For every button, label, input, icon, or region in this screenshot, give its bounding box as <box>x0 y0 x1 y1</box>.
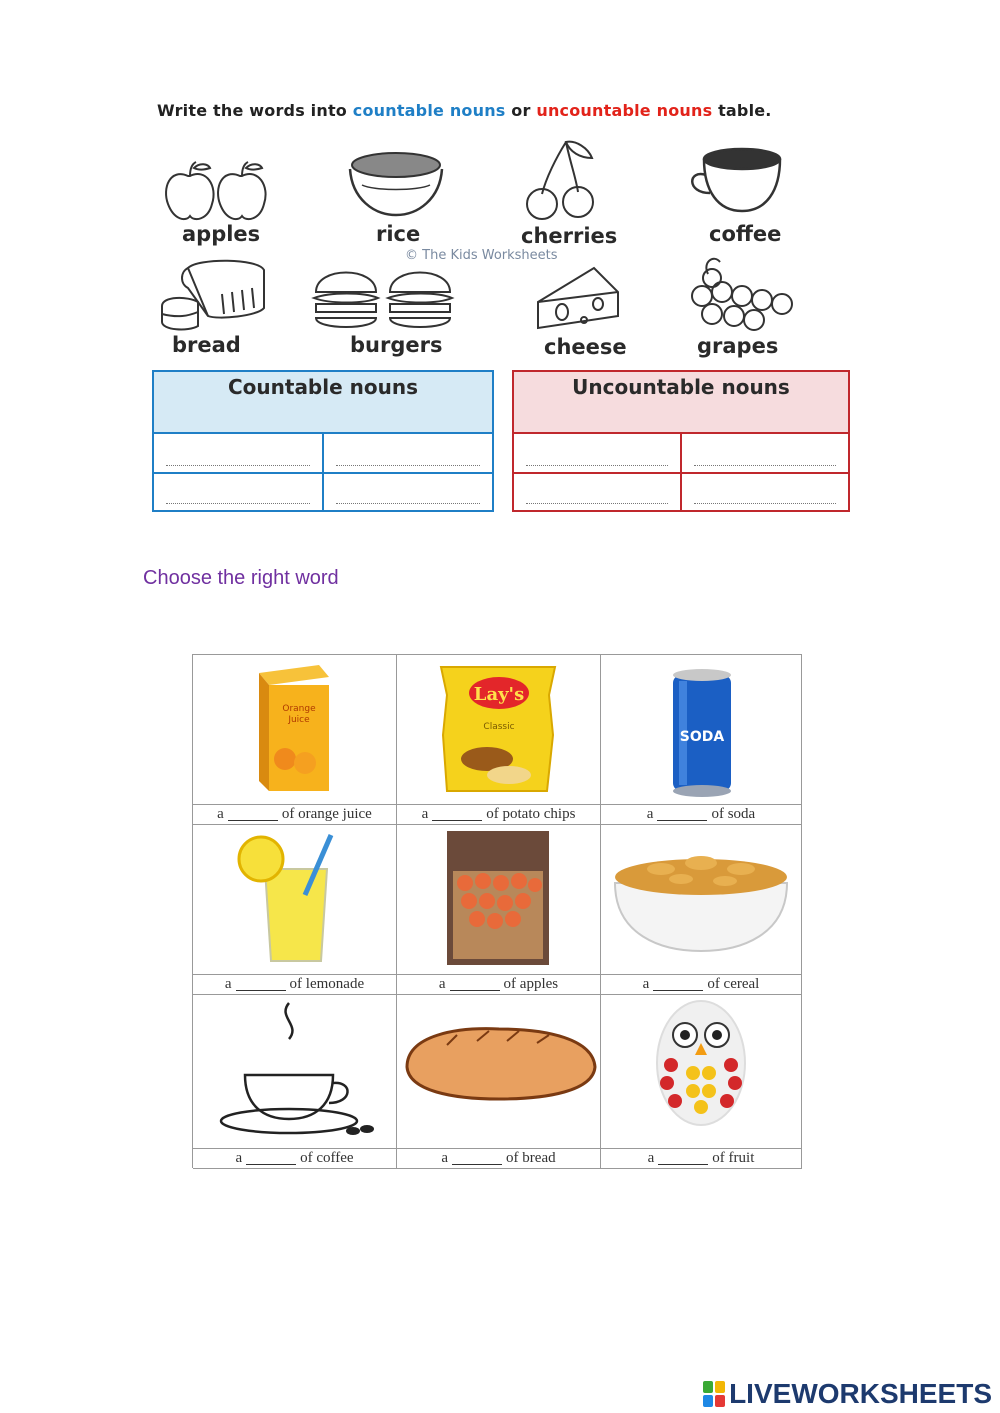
apples-icon <box>160 158 272 224</box>
answer-blank[interactable] <box>450 978 500 991</box>
uncountable-answer-cell[interactable] <box>680 434 848 472</box>
svg-text:Juice: Juice <box>288 715 310 725</box>
svg-text:Lay's: Lay's <box>473 684 525 705</box>
caption-suffix: of lemonade <box>289 976 365 992</box>
caption-article: a <box>441 1150 449 1166</box>
bread-loaf-icon <box>158 258 270 334</box>
coffee-cup-icon <box>193 995 396 1149</box>
grid-caption <box>601 1148 801 1168</box>
grid-cell <box>601 825 802 995</box>
caption-suffix: of soda <box>711 806 756 822</box>
svg-text:SODA: SODA <box>679 729 725 745</box>
grid-cell <box>193 995 397 1169</box>
uncountable-table-title: Uncountable nouns <box>514 372 848 434</box>
liveworksheets-logo <box>703 1378 992 1410</box>
answer-blank[interactable] <box>653 978 703 991</box>
instruction-part: Write the words into <box>157 101 353 120</box>
grid-caption <box>601 804 801 824</box>
grid-cell <box>193 825 397 995</box>
countable-answer-cell[interactable] <box>322 434 492 472</box>
caption-suffix: of coffee <box>300 1150 354 1166</box>
soda-can-icon <box>601 655 801 809</box>
answer-blank[interactable] <box>657 808 707 821</box>
caption-article: a <box>235 1150 243 1166</box>
caption-article: a <box>217 806 224 822</box>
table-row <box>514 434 848 472</box>
caption-suffix: of cereal <box>707 976 760 992</box>
countable-nouns-table <box>152 370 494 512</box>
bread-loaf-icon <box>397 995 600 1149</box>
food-label-bread: bread <box>172 333 241 357</box>
food-label-burgers: burgers <box>350 333 443 357</box>
caption-article: a <box>421 806 429 822</box>
caption-article: a <box>647 1150 655 1166</box>
grid-caption <box>193 804 396 824</box>
grid-cell <box>397 825 601 995</box>
apple-box-icon <box>397 825 600 979</box>
answer-blank[interactable] <box>246 1152 296 1165</box>
coffee-cup-icon <box>684 145 784 215</box>
countable-answer-cell[interactable] <box>154 474 322 510</box>
caption-suffix: of fruit <box>712 1150 755 1166</box>
caption-article: a <box>224 976 232 992</box>
caption-suffix: of apples <box>503 976 559 992</box>
burgers-icon <box>310 262 460 334</box>
uncountable-answer-cell[interactable] <box>680 474 848 510</box>
answer-blank[interactable] <box>236 978 286 991</box>
grid-cell <box>397 655 601 825</box>
brand-name: LIVEWORKSHEETS <box>729 1378 992 1409</box>
instruction-part: table. <box>712 101 772 120</box>
svg-text:Orange: Orange <box>282 704 316 714</box>
copyright-text: © The Kids Worksheets <box>405 248 558 263</box>
chips-bag-icon <box>397 655 600 809</box>
caption-article: a <box>438 976 446 992</box>
answer-blank[interactable] <box>658 1152 708 1165</box>
food-label-cheese: cheese <box>544 335 627 359</box>
grid-cell <box>601 995 802 1169</box>
food-label-coffee: coffee <box>709 222 782 246</box>
countable-keyword: countable nouns <box>352 101 506 120</box>
caption-suffix: of orange juice <box>281 806 372 822</box>
food-label-rice: rice <box>376 222 421 246</box>
grid-cell <box>397 995 601 1169</box>
countable-answer-cell[interactable] <box>154 434 322 472</box>
caption-article: a <box>646 806 654 822</box>
answer-blank[interactable] <box>452 1152 502 1165</box>
cherries-icon <box>522 138 602 222</box>
fruit-plate-icon <box>601 995 801 1149</box>
liveworksheets-logo-icon <box>703 1381 725 1407</box>
countable-table-title: Countable nouns <box>154 372 492 434</box>
caption-suffix: of bread <box>506 1150 556 1166</box>
food-label-apples: apples <box>182 222 261 246</box>
food-label-grapes: grapes <box>697 334 779 358</box>
answer-blank[interactable] <box>432 808 482 821</box>
grapes-icon <box>684 252 796 334</box>
grid-cell <box>601 655 802 825</box>
answer-blank[interactable] <box>228 808 278 821</box>
uncountable-keyword: uncountable nouns <box>536 101 713 120</box>
orange-juice-carton-icon <box>193 655 396 809</box>
table-row <box>514 472 848 510</box>
cheese-icon <box>534 262 622 334</box>
caption-article: a <box>642 976 650 992</box>
countable-answer-cell[interactable] <box>322 474 492 510</box>
instruction-part: or <box>505 101 537 120</box>
grid-caption <box>397 804 600 824</box>
choose-word-grid <box>192 654 802 1168</box>
table-row <box>154 434 492 472</box>
grid-caption <box>601 974 801 994</box>
grid-caption <box>397 1148 600 1168</box>
grid-caption <box>397 974 600 994</box>
lemonade-glass-icon <box>193 825 396 979</box>
rice-bowl-icon <box>344 145 448 221</box>
uncountable-nouns-table <box>512 370 850 512</box>
grid-caption <box>193 974 396 994</box>
uncountable-answer-cell[interactable] <box>514 474 680 510</box>
uncountable-answer-cell[interactable] <box>514 434 680 472</box>
section-heading: Choose the right word <box>143 567 339 589</box>
grid-caption <box>193 1148 396 1168</box>
food-label-cherries: cherries <box>521 224 618 248</box>
instruction-text <box>157 101 772 120</box>
svg-text:Classic: Classic <box>483 722 515 732</box>
grid-cell <box>193 655 397 825</box>
cereal-bowl-icon <box>601 825 801 979</box>
caption-suffix: of potato chips <box>486 806 576 822</box>
table-row <box>154 472 492 510</box>
